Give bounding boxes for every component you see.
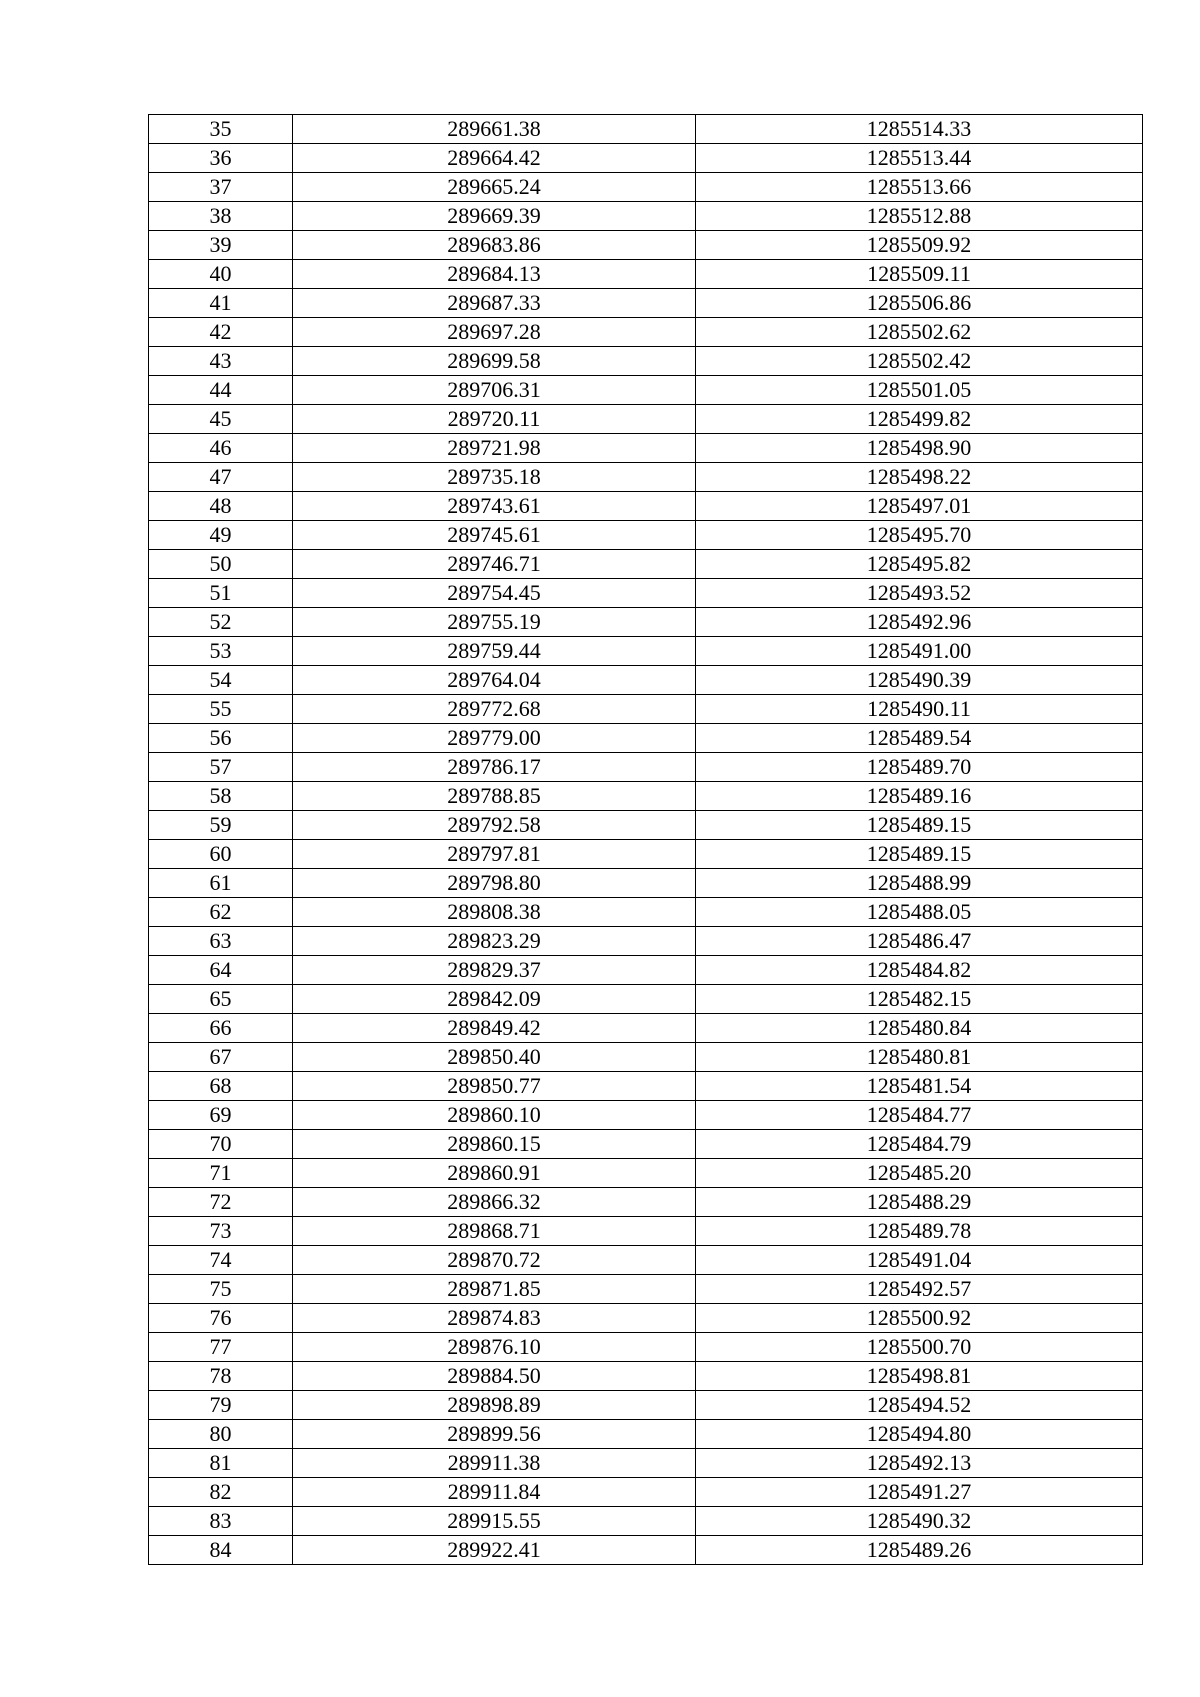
point-number-cell: 80: [149, 1420, 293, 1449]
point-number-cell: 70: [149, 1130, 293, 1159]
y-coordinate-cell: 1285502.62: [696, 318, 1143, 347]
table-row: [149, 492, 1143, 521]
table-row: [149, 1188, 1143, 1217]
y-coordinate-cell: 1285493.52: [696, 579, 1143, 608]
y-coordinate-cell: 1285480.84: [696, 1014, 1143, 1043]
x-coordinate-cell: 289860.10: [293, 1101, 696, 1130]
x-coordinate-cell: 289779.00: [293, 724, 696, 753]
y-coordinate-cell: 1285488.05: [696, 898, 1143, 927]
table-row: [149, 637, 1143, 666]
x-coordinate-cell: 289755.19: [293, 608, 696, 637]
table-row: [149, 1217, 1143, 1246]
table-row: [149, 956, 1143, 985]
x-coordinate-cell: 289664.42: [293, 144, 696, 173]
x-coordinate-cell: 289798.80: [293, 869, 696, 898]
point-number-cell: 35: [149, 115, 293, 144]
point-number-cell: 83: [149, 1507, 293, 1536]
y-coordinate-cell: 1285488.29: [696, 1188, 1143, 1217]
y-coordinate-cell: 1285489.16: [696, 782, 1143, 811]
x-coordinate-cell: 289743.61: [293, 492, 696, 521]
point-number-cell: 72: [149, 1188, 293, 1217]
y-coordinate-cell: 1285492.13: [696, 1449, 1143, 1478]
x-coordinate-cell: 289870.72: [293, 1246, 696, 1275]
y-coordinate-cell: 1285491.27: [696, 1478, 1143, 1507]
table-row: [149, 1159, 1143, 1188]
y-coordinate-cell: 1285488.99: [696, 869, 1143, 898]
point-number-cell: 52: [149, 608, 293, 637]
x-coordinate-cell: 289735.18: [293, 463, 696, 492]
table-row: [149, 347, 1143, 376]
table-row: [149, 1333, 1143, 1362]
point-number-cell: 48: [149, 492, 293, 521]
point-number-cell: 75: [149, 1275, 293, 1304]
y-coordinate-cell: 1285497.01: [696, 492, 1143, 521]
y-coordinate-cell: 1285484.82: [696, 956, 1143, 985]
x-coordinate-cell: 289876.10: [293, 1333, 696, 1362]
y-coordinate-cell: 1285489.54: [696, 724, 1143, 753]
point-number-cell: 74: [149, 1246, 293, 1275]
table-row: [149, 985, 1143, 1014]
point-number-cell: 66: [149, 1014, 293, 1043]
x-coordinate-cell: 289684.13: [293, 260, 696, 289]
y-coordinate-cell: 1285485.20: [696, 1159, 1143, 1188]
y-coordinate-cell: 1285482.15: [696, 985, 1143, 1014]
table-row: [149, 1420, 1143, 1449]
table-row: [149, 666, 1143, 695]
table-row: [149, 1275, 1143, 1304]
x-coordinate-cell: 289788.85: [293, 782, 696, 811]
x-coordinate-cell: 289911.84: [293, 1478, 696, 1507]
point-number-cell: 84: [149, 1536, 293, 1565]
y-coordinate-cell: 1285484.79: [696, 1130, 1143, 1159]
y-coordinate-cell: 1285500.92: [696, 1304, 1143, 1333]
point-number-cell: 55: [149, 695, 293, 724]
table-row: [149, 782, 1143, 811]
y-coordinate-cell: 1285490.39: [696, 666, 1143, 695]
table-row: [149, 608, 1143, 637]
y-coordinate-cell: 1285498.90: [696, 434, 1143, 463]
y-coordinate-cell: 1285489.78: [696, 1217, 1143, 1246]
table-row: [149, 550, 1143, 579]
x-coordinate-cell: 289866.32: [293, 1188, 696, 1217]
x-coordinate-cell: 289849.42: [293, 1014, 696, 1043]
point-number-cell: 73: [149, 1217, 293, 1246]
table-row: [149, 202, 1143, 231]
point-number-cell: 39: [149, 231, 293, 260]
table-row: [149, 1014, 1143, 1043]
point-number-cell: 40: [149, 260, 293, 289]
table-row: [149, 260, 1143, 289]
point-number-cell: 46: [149, 434, 293, 463]
x-coordinate-cell: 289746.71: [293, 550, 696, 579]
table-row: [149, 1130, 1143, 1159]
y-coordinate-cell: 1285514.33: [696, 115, 1143, 144]
point-number-cell: 41: [149, 289, 293, 318]
table-row: [149, 898, 1143, 927]
table-row: [149, 1391, 1143, 1420]
point-number-cell: 54: [149, 666, 293, 695]
table-row: [149, 405, 1143, 434]
table-row: [149, 753, 1143, 782]
table-row: [149, 579, 1143, 608]
point-number-cell: 53: [149, 637, 293, 666]
x-coordinate-cell: 289786.17: [293, 753, 696, 782]
point-number-cell: 76: [149, 1304, 293, 1333]
point-number-cell: 60: [149, 840, 293, 869]
point-number-cell: 61: [149, 869, 293, 898]
table-row: [149, 1101, 1143, 1130]
table-row: [149, 811, 1143, 840]
y-coordinate-cell: 1285491.00: [696, 637, 1143, 666]
x-coordinate-cell: 289764.04: [293, 666, 696, 695]
point-number-cell: 42: [149, 318, 293, 347]
x-coordinate-cell: 289745.61: [293, 521, 696, 550]
y-coordinate-cell: 1285499.82: [696, 405, 1143, 434]
table-row: [149, 231, 1143, 260]
x-coordinate-cell: 289772.68: [293, 695, 696, 724]
y-coordinate-cell: 1285501.05: [696, 376, 1143, 405]
table-row: [149, 1043, 1143, 1072]
point-number-cell: 45: [149, 405, 293, 434]
x-coordinate-cell: 289829.37: [293, 956, 696, 985]
x-coordinate-cell: 289699.58: [293, 347, 696, 376]
table-row: [149, 840, 1143, 869]
point-number-cell: 71: [149, 1159, 293, 1188]
point-number-cell: 51: [149, 579, 293, 608]
y-coordinate-cell: 1285494.80: [696, 1420, 1143, 1449]
y-coordinate-cell: 1285484.77: [696, 1101, 1143, 1130]
y-coordinate-cell: 1285480.81: [696, 1043, 1143, 1072]
table-row: [149, 144, 1143, 173]
table-row: [149, 289, 1143, 318]
point-number-cell: 82: [149, 1478, 293, 1507]
x-coordinate-cell: 289792.58: [293, 811, 696, 840]
table-row: [149, 724, 1143, 753]
point-number-cell: 57: [149, 753, 293, 782]
table-row: [149, 463, 1143, 492]
x-coordinate-cell: 289860.15: [293, 1130, 696, 1159]
point-number-cell: 62: [149, 898, 293, 927]
y-coordinate-cell: 1285490.32: [696, 1507, 1143, 1536]
y-coordinate-cell: 1285513.44: [696, 144, 1143, 173]
x-coordinate-cell: 289860.91: [293, 1159, 696, 1188]
point-number-cell: 44: [149, 376, 293, 405]
table-row: [149, 869, 1143, 898]
x-coordinate-cell: 289911.38: [293, 1449, 696, 1478]
table-row: [149, 1536, 1143, 1565]
point-number-cell: 36: [149, 144, 293, 173]
x-coordinate-cell: 289706.31: [293, 376, 696, 405]
x-coordinate-cell: 289721.98: [293, 434, 696, 463]
x-coordinate-cell: 289665.24: [293, 173, 696, 202]
table-row: [149, 1304, 1143, 1333]
point-number-cell: 38: [149, 202, 293, 231]
coordinate-table: [148, 114, 1143, 1565]
x-coordinate-cell: 289874.83: [293, 1304, 696, 1333]
table-row: [149, 1478, 1143, 1507]
table-row: [149, 376, 1143, 405]
point-number-cell: 81: [149, 1449, 293, 1478]
y-coordinate-cell: 1285509.92: [696, 231, 1143, 260]
point-number-cell: 37: [149, 173, 293, 202]
point-number-cell: 59: [149, 811, 293, 840]
table-row: [149, 927, 1143, 956]
y-coordinate-cell: 1285506.86: [696, 289, 1143, 318]
point-number-cell: 50: [149, 550, 293, 579]
point-number-cell: 77: [149, 1333, 293, 1362]
x-coordinate-cell: 289720.11: [293, 405, 696, 434]
y-coordinate-cell: 1285512.88: [696, 202, 1143, 231]
table-row: [149, 318, 1143, 347]
point-number-cell: 56: [149, 724, 293, 753]
x-coordinate-cell: 289697.28: [293, 318, 696, 347]
y-coordinate-cell: 1285481.54: [696, 1072, 1143, 1101]
x-coordinate-cell: 289898.89: [293, 1391, 696, 1420]
x-coordinate-cell: 289915.55: [293, 1507, 696, 1536]
x-coordinate-cell: 289850.40: [293, 1043, 696, 1072]
y-coordinate-cell: 1285491.04: [696, 1246, 1143, 1275]
x-coordinate-cell: 289871.85: [293, 1275, 696, 1304]
x-coordinate-cell: 289922.41: [293, 1536, 696, 1565]
y-coordinate-cell: 1285486.47: [696, 927, 1143, 956]
table-row: [149, 115, 1143, 144]
x-coordinate-cell: 289687.33: [293, 289, 696, 318]
table-row: [149, 695, 1143, 724]
point-number-cell: 68: [149, 1072, 293, 1101]
y-coordinate-cell: 1285500.70: [696, 1333, 1143, 1362]
y-coordinate-cell: 1285494.52: [696, 1391, 1143, 1420]
x-coordinate-cell: 289754.45: [293, 579, 696, 608]
point-number-cell: 63: [149, 927, 293, 956]
x-coordinate-cell: 289850.77: [293, 1072, 696, 1101]
y-coordinate-cell: 1285489.15: [696, 840, 1143, 869]
y-coordinate-cell: 1285509.11: [696, 260, 1143, 289]
table-row: [149, 1246, 1143, 1275]
y-coordinate-cell: 1285502.42: [696, 347, 1143, 376]
table-row: [149, 434, 1143, 463]
y-coordinate-cell: 1285495.82: [696, 550, 1143, 579]
table-row: [149, 1449, 1143, 1478]
point-number-cell: 79: [149, 1391, 293, 1420]
x-coordinate-cell: 289759.44: [293, 637, 696, 666]
table-row: [149, 521, 1143, 550]
x-coordinate-cell: 289661.38: [293, 115, 696, 144]
point-number-cell: 78: [149, 1362, 293, 1391]
x-coordinate-cell: 289884.50: [293, 1362, 696, 1391]
point-number-cell: 49: [149, 521, 293, 550]
point-number-cell: 64: [149, 956, 293, 985]
x-coordinate-cell: 289808.38: [293, 898, 696, 927]
x-coordinate-cell: 289683.86: [293, 231, 696, 260]
x-coordinate-cell: 289842.09: [293, 985, 696, 1014]
table-row: [149, 1072, 1143, 1101]
point-number-cell: 65: [149, 985, 293, 1014]
y-coordinate-cell: 1285498.81: [696, 1362, 1143, 1391]
y-coordinate-cell: 1285492.57: [696, 1275, 1143, 1304]
table-row: [149, 1362, 1143, 1391]
coordinate-table-body: [149, 115, 1143, 1565]
y-coordinate-cell: 1285489.26: [696, 1536, 1143, 1565]
y-coordinate-cell: 1285513.66: [696, 173, 1143, 202]
x-coordinate-cell: 289669.39: [293, 202, 696, 231]
point-number-cell: 43: [149, 347, 293, 376]
x-coordinate-cell: 289797.81: [293, 840, 696, 869]
y-coordinate-cell: 1285490.11: [696, 695, 1143, 724]
table-row: [149, 1507, 1143, 1536]
y-coordinate-cell: 1285489.15: [696, 811, 1143, 840]
point-number-cell: 69: [149, 1101, 293, 1130]
table-row: [149, 173, 1143, 202]
point-number-cell: 67: [149, 1043, 293, 1072]
y-coordinate-cell: 1285492.96: [696, 608, 1143, 637]
y-coordinate-cell: 1285495.70: [696, 521, 1143, 550]
point-number-cell: 47: [149, 463, 293, 492]
y-coordinate-cell: 1285498.22: [696, 463, 1143, 492]
point-number-cell: 58: [149, 782, 293, 811]
x-coordinate-cell: 289823.29: [293, 927, 696, 956]
y-coordinate-cell: 1285489.70: [696, 753, 1143, 782]
x-coordinate-cell: 289899.56: [293, 1420, 696, 1449]
x-coordinate-cell: 289868.71: [293, 1217, 696, 1246]
